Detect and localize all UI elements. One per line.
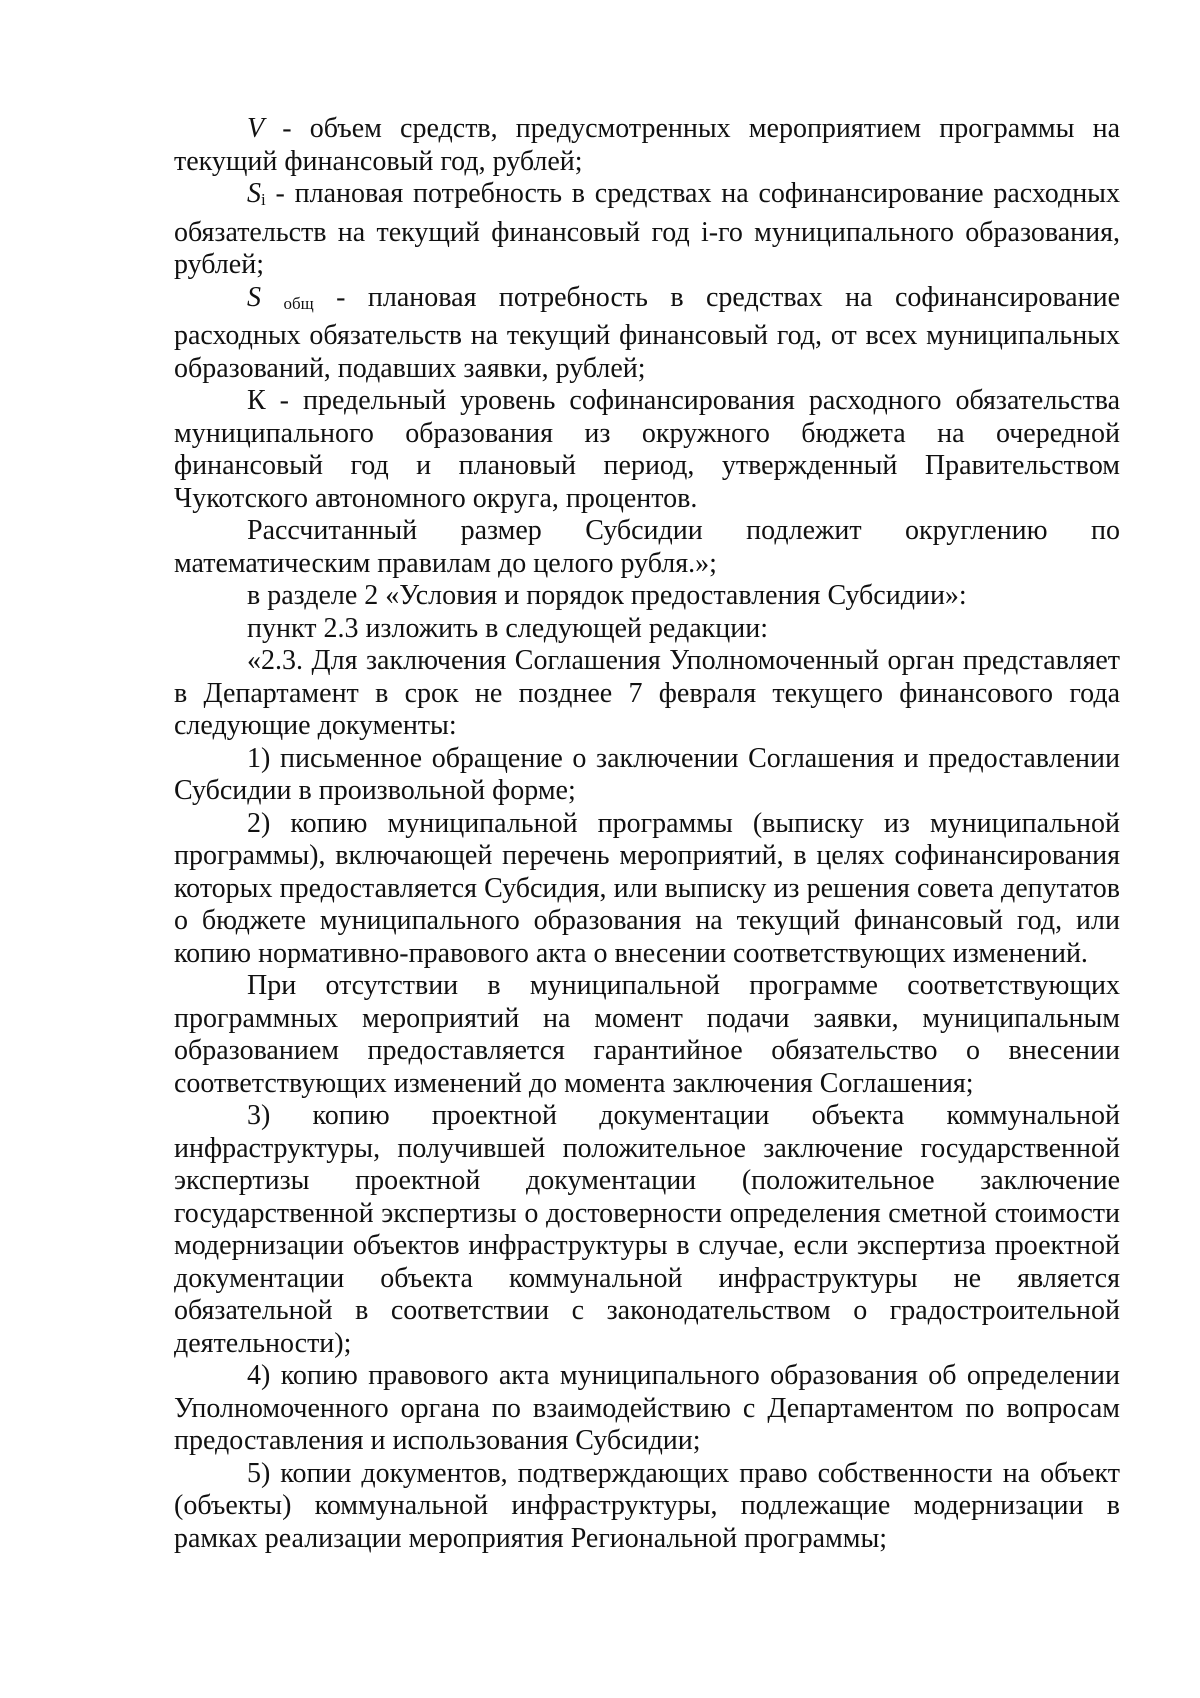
paragraph-text: Рассчитанный размер Субсидии подлежит округлению по математическим правилам до целого рубля.»; [174,515,1120,579]
variable-symbol: S [247,178,261,209]
paragraph-absence-note [174,970,1120,1100]
paragraph-v-definition [174,113,1120,178]
paragraph-k-definition [174,385,1120,515]
paragraph-rounding [174,515,1120,580]
paragraph-text: - плановая потребность в средствах на софинансирование расходных обязательств на текущий финансовый год i-го муниципального образования, рублей; [174,178,1120,280]
paragraph-list-2 [174,808,1120,971]
paragraph-text: - плановая потребность в средствах на софинансирование расходных обязательств на текущий финансовый год, от всех муниципальных образований, подавших заявки, рублей; [174,281,1121,384]
variable-symbol: V [247,113,265,144]
paragraph-list-5 [174,1458,1120,1556]
paragraph-text: 5) копии документов, подтверждающих право собственности на объект (объекты) коммунальной инфраструктуры, подлежащие модернизации в рамках реализации мероприятия Региональной программы; [174,1457,1120,1554]
paragraph-list-4 [174,1360,1120,1458]
paragraph-text: 3) копию проектной документации объекта коммунальной инфраструктуры, получившей положительное заключение государственной экспертизы проектной документации (положительное заключение государственной экспертизы о достоверности определения сметной стоимости модернизации объектов инфраструктуры в случае, если экспертиза проектной документации объекта коммунальной инфраструктуры не является обязательной в соответствии с законодательством о градостроительной деятельности); [174,1100,1120,1359]
variable-subscript: общ [283,293,314,313]
paragraph-list-1 [174,743,1120,808]
paragraph-si-definition [174,178,1120,282]
paragraph-list-3 [174,1100,1120,1360]
paragraph-text: «2.3. Для заключения Соглашения Уполномоченный орган представляет в Департамент в срок не позднее 7 февраля текущего финансового года следующие документы: [174,645,1120,741]
paragraph-text: - объем средств, предусмотренных мероприятием программы на текущий финансовый год, рублей; [174,113,1120,177]
paragraph-text: пункт 2.3 изложить в следующей редакции: [247,612,768,644]
paragraph-text: в разделе 2 «Условия и порядок предоставления Субсидии»: [247,580,967,611]
variable-subscript: i [261,190,266,209]
document-page [174,113,1120,1555]
paragraph-sobsh-definition [174,282,1120,386]
paragraph-section-2 [174,580,1120,613]
paragraph-item-2-3 [174,645,1120,743]
paragraph-text: К - предельный уровень софинансирования расходного обязательства муниципального образования из окружного бюджета на очередной финансовый год и плановый период, утвержденный Правительством Чукотского автономного округа, процентов. [174,385,1120,514]
paragraph-text: 4) копию правового акта муниципального образования об определении Уполномоченного органа по взаимодействию с Департаментом по вопросам предоставления и использования Субсидии; [174,1360,1120,1456]
paragraph-item-2-3-intro [174,613,1120,646]
variable-symbol: S [247,281,261,313]
paragraph-text: При отсутствии в муниципальной программе соответствующих программных мероприятий на момент подачи заявки, муниципальным образованием предоставляется гарантийное обязательство о внесении соответствующих изменений до момента заключения Соглашения; [174,970,1120,1099]
paragraph-text: 1) письменное обращение о заключении Соглашения и предоставлении Субсидии в произвольной форме; [174,742,1120,806]
paragraph-text: 2) копию муниципальной программы (выписку из муниципальной программы), включающей перечень мероприятий, в целях софинансирования которых предоставляется Субсидия, или выписку из решения совета депутатов о бюджете муниципального образования на текущий финансовый год, или копию нормативно-правового акта о внесении соответствующих изменений. [174,807,1120,969]
